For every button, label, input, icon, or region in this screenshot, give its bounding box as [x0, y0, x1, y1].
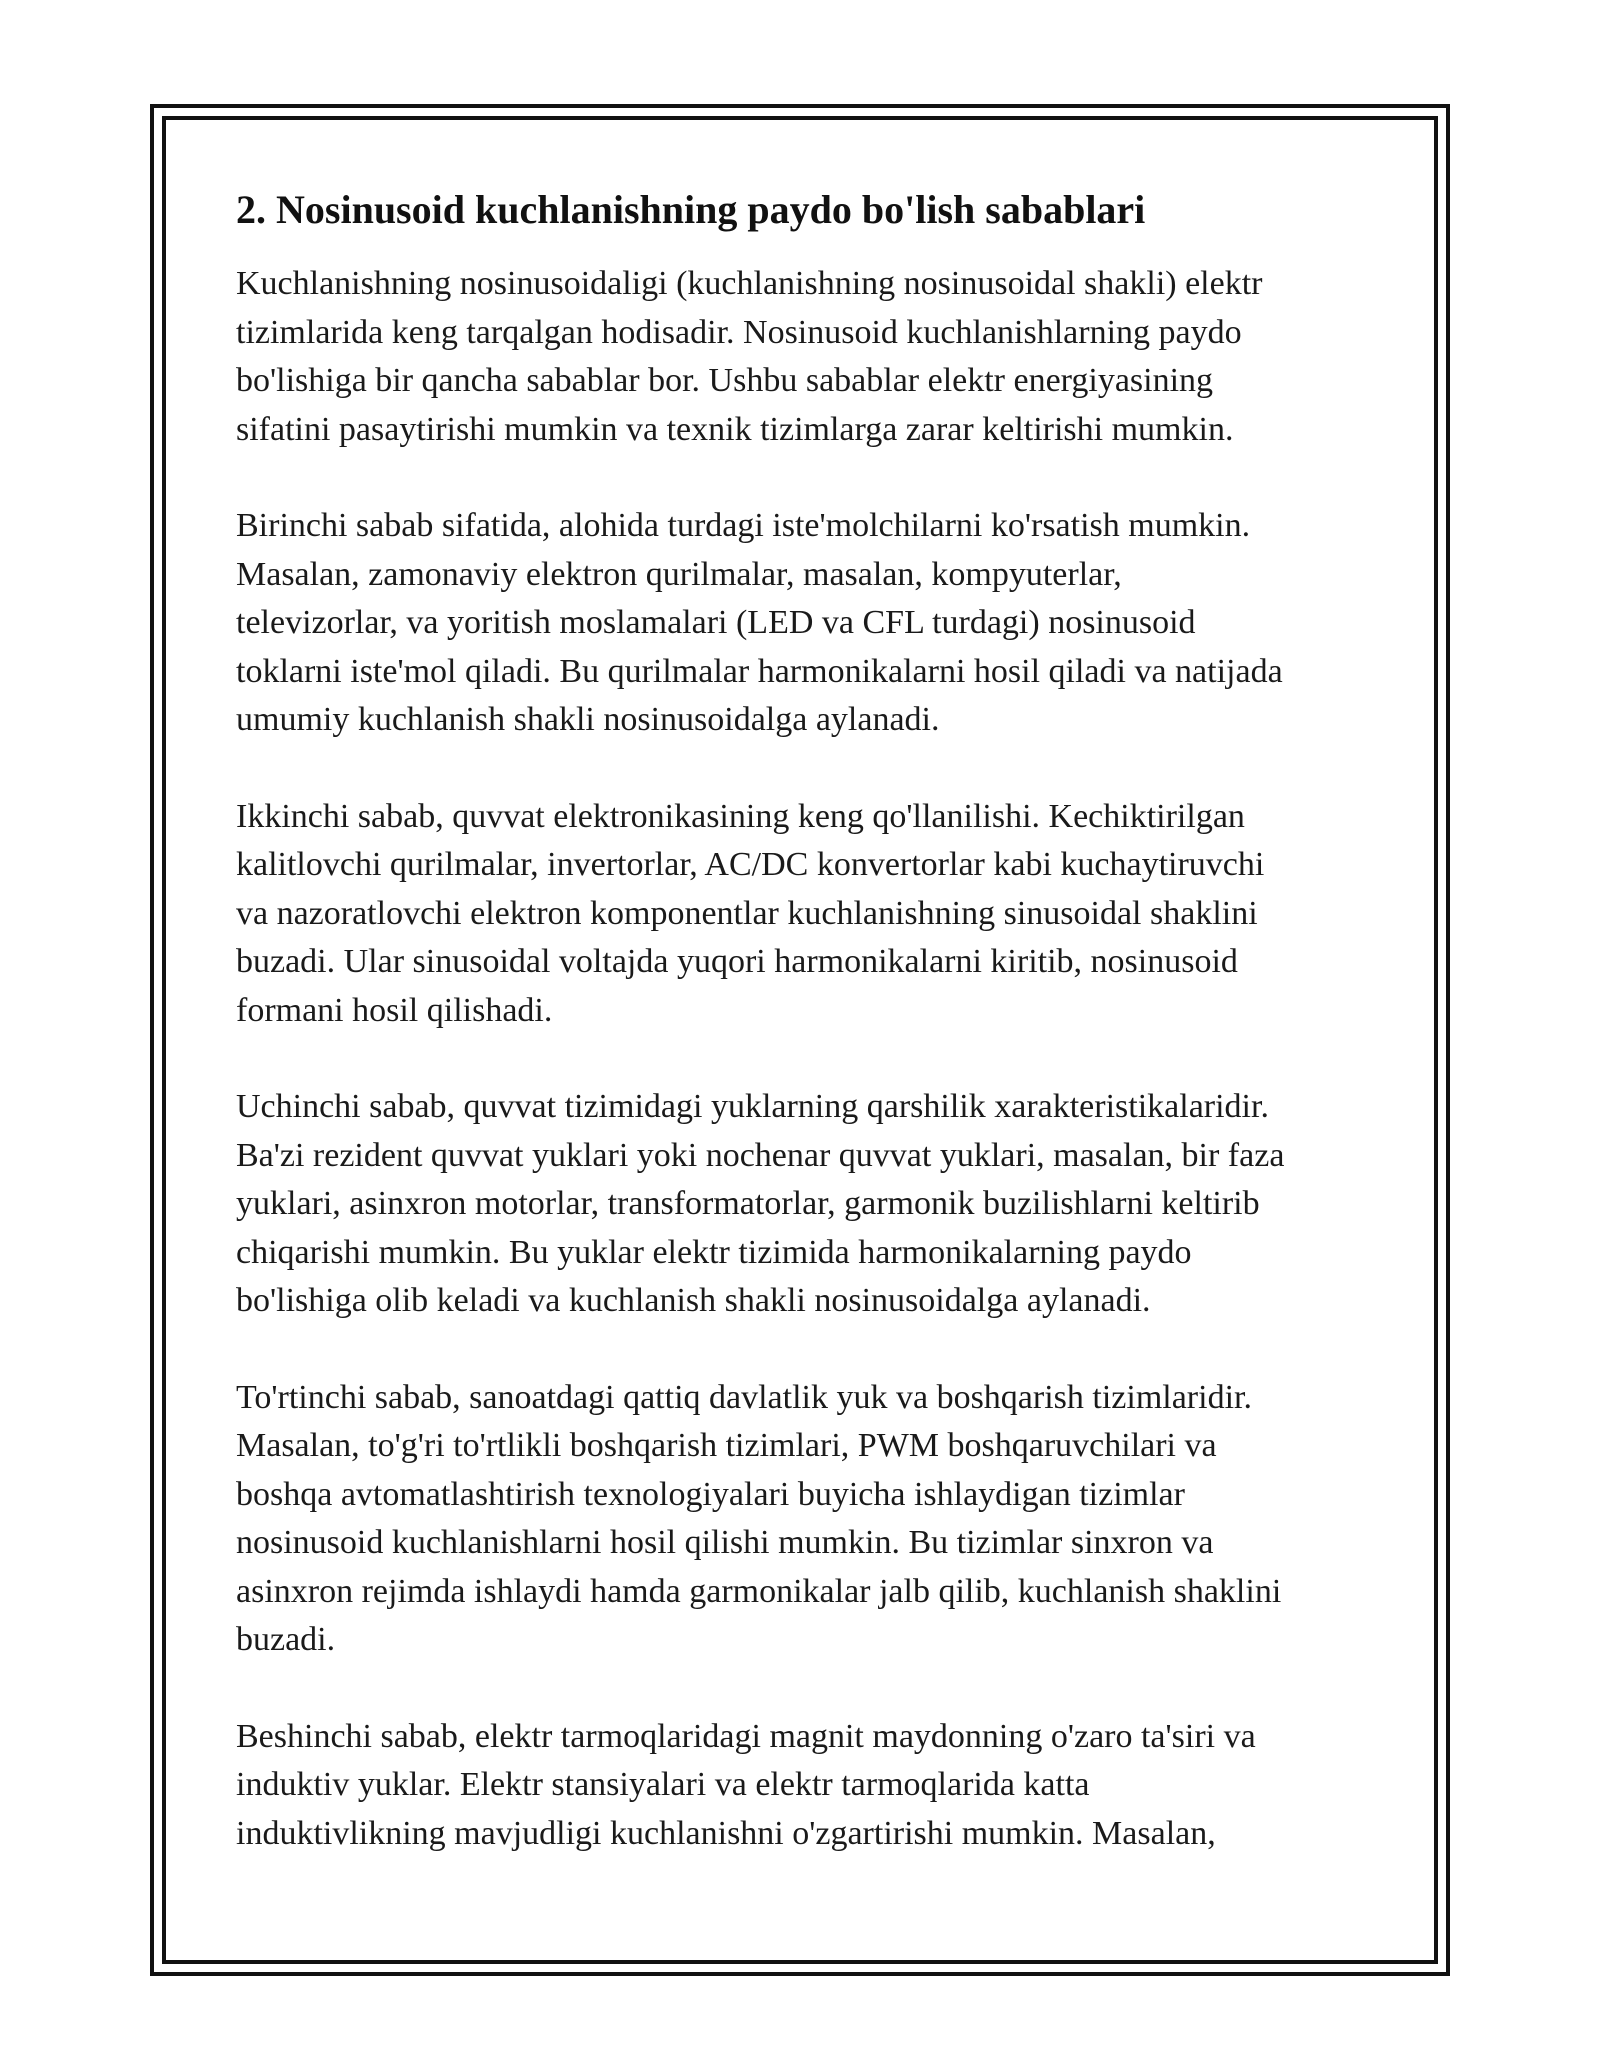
paragraph-1: Kuchlanishning nosinusoidaligi (kuchlanishning nosinusoidal shakli) elektr tizimlarida keng tarqalgan hodisadir. Nosinusoid kuchlanishlarning paydo bo'lishiga bir qancha sabablar bor. Ushbu sabablar elektr energiyasining sifatini pasaytirishi mumkin va texnik tizimlarga zarar keltirishi mumkin.: [236, 265, 1263, 448]
paragraph-6: Beshinchi sabab, elektr tarmoqlaridagi magnit maydonning o'zaro ta'siri va induktiv yuklar. Elektr stansiyalari va elektr tarmoqlarida katta induktivlikning mavjudligi kuchlanishni o'zgartirishi mumkin. Masalan,: [236, 1717, 1256, 1852]
paragraph-5: To'rtinchi sabab, sanoatdagi qattiq davlatlik yuk va boshqarish tizimlaridir. Masalan, to'g'ri to'rtlikli boshqarish tizimlari, PWM boshqaruvchilari va boshqa avtomatlashtirish texnologiyalari buyicha ishlaydigan tizimlar nosinusoid kuchlanishlarni hosil qilishi mumkin. Bu tizimlar sinxron va asinxron rejimda ishlaydi hamda garmonikalar jalb qilib, kuchlanish shaklini buzadi.: [236, 1378, 1282, 1658]
paragraph-2: Birinchi sabab sifatida, alohida turdagi iste'molchilarni ko'rsatish mumkin. Masalan, zamonaviy elektron qurilmalar, masalan, kompyuterlar, televizorlar, va yoritish moslamalari (LED va CFL turdagi) nosinusoid toklarni iste'mol qiladi. Bu qurilmalar harmonikalarni hosil qiladi va natijada umumiy kuchlanish shakli nosinusoidalga aylanadi.: [236, 507, 1283, 738]
document-body: [236, 186, 1396, 1906]
paragraph-3: Ikkinchi sabab, quvvat elektronikasining keng qo'llanilishi. Kechiktirilgan kalitlovchi qurilmalar, invertorlar, AC/DC konvertorlar kabi kuchaytiruvchi va nazoratlovchi elektron komponentlar kuchlanishning sinusoidal shaklini buzadi. Ular sinusoidal voltajda yuqori harmonikalarni kiritib, nosinusoid formani hosil qilishadi.: [236, 797, 1265, 1029]
paragraph-4: Uchinchi sabab, quvvat tizimidagi yuklarning qarshilik xarakteristikalaridir. Ba'zi rezident quvvat yuklari yoki nochenar quvvat yuklari, masalan, bir faza yuklari, asinxron motorlar, transformatorlar, garmonik buzilishlarni keltirib chiqarishi mumkin. Bu yuklar elektr tizimida harmonikalarning paydo bo'lishiga olib keladi va kuchlanish shakli nosinusoidalga aylanadi.: [236, 1088, 1285, 1319]
section-title: 2. Nosinusoid kuchlanishning paydo bo'lish sabablari: [236, 187, 1146, 232]
